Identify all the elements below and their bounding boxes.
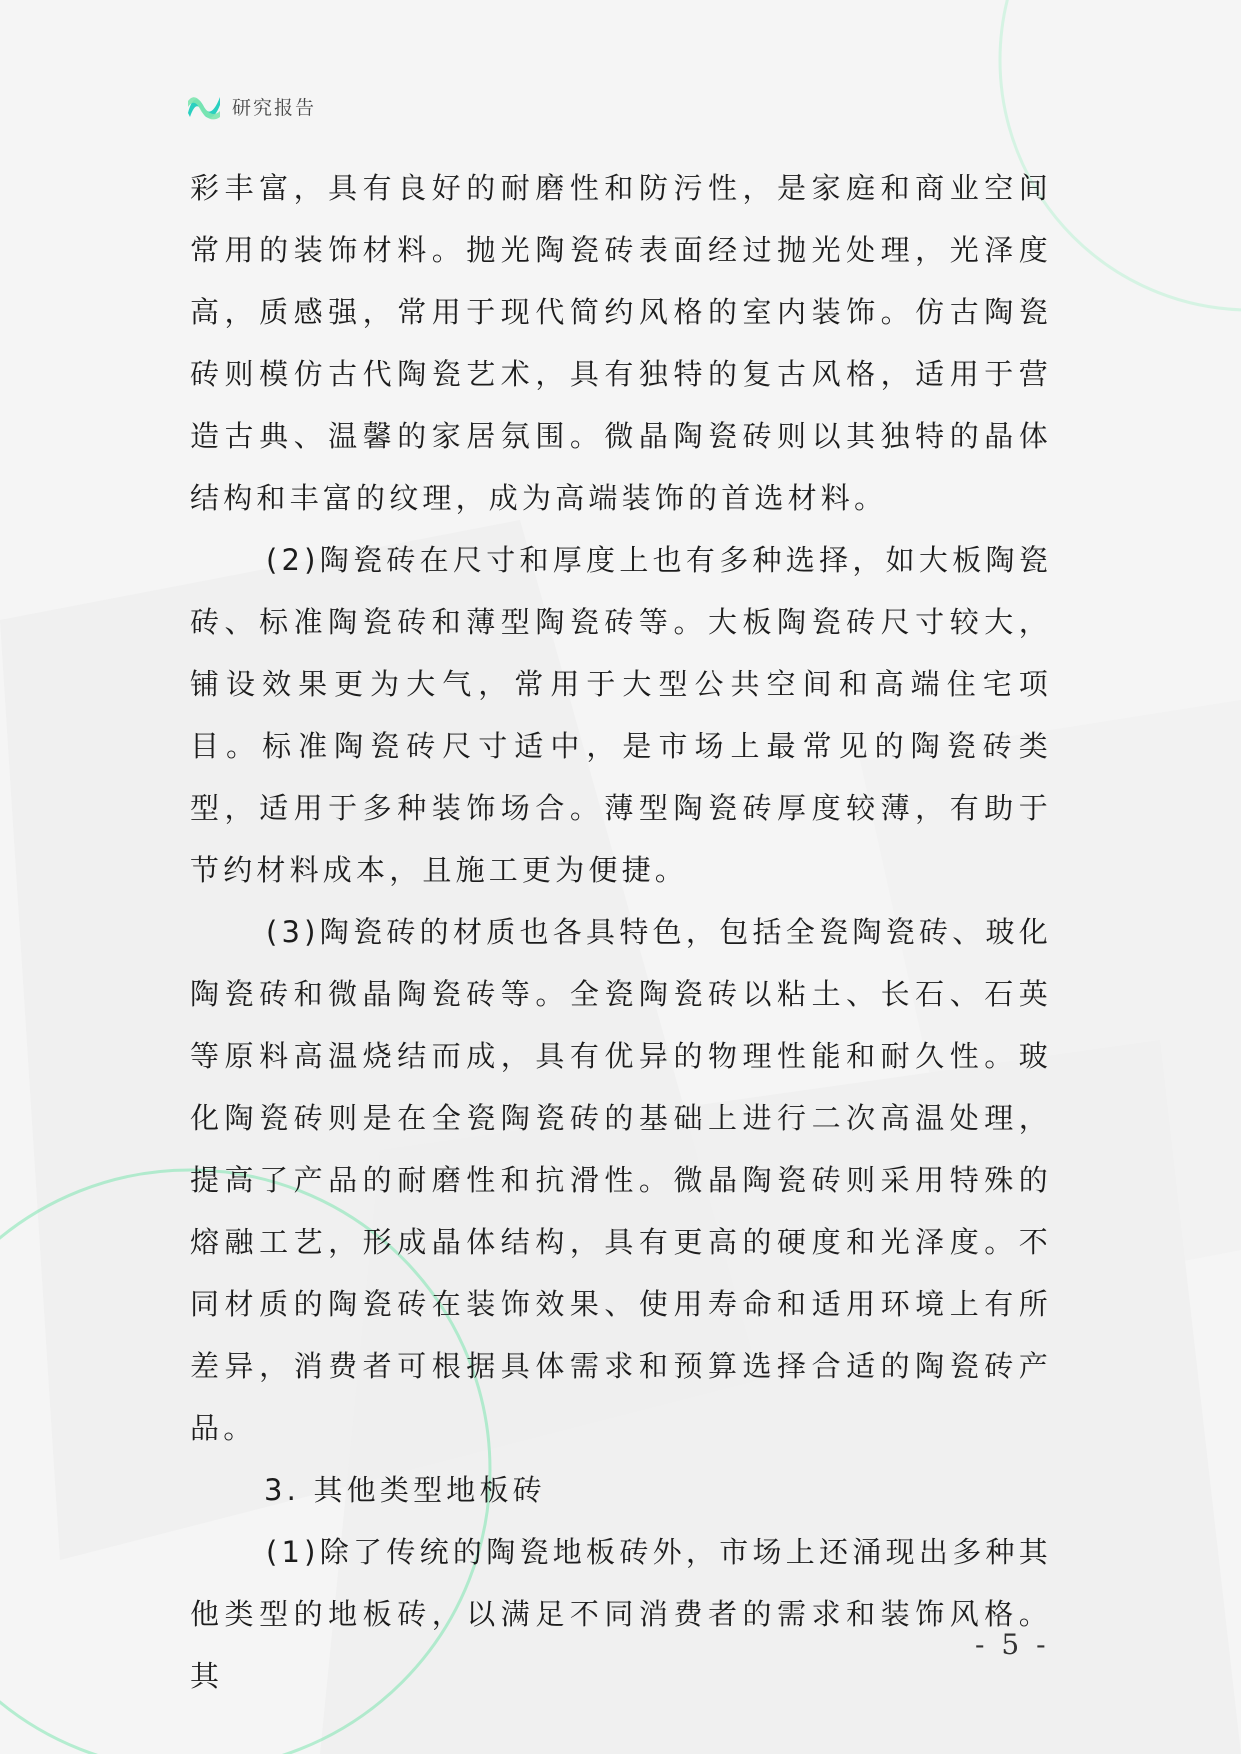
paragraph-3: (3)陶瓷砖的材质也各具特色，包括全瓷陶瓷砖、玻化陶瓷砖和微晶陶瓷砖等。全瓷陶瓷砖以粘土、长石、石英等原料高温烧结而成，具有优异的物理性能和耐久性。玻化陶瓷砖则是在全瓷陶瓷砖的基础上进行二次高温处理，提高了产品的耐磨性和抗滑性。微晶陶瓷砖则采用特殊的熔融工艺，形成晶体结构，具有更高的硬度和光泽度。不同材质的陶瓷砖在装饰效果、使用寿命和适用环境上有所差异，消费者可根据具体需求和预算选择合适的陶瓷砖产品。	[190, 915, 1052, 1445]
header-label: 研究报告	[232, 96, 317, 119]
paragraph-2: (2)陶瓷砖在尺寸和厚度上也有多种选择，如大板陶瓷砖、标准陶瓷砖和薄型陶瓷砖等。大板陶瓷砖尺寸较大，铺设效果更为大气，常用于大型公共空间和高端住宅项目。标准陶瓷砖尺寸适中，是市场上最常见的陶瓷砖类型，适用于多种装饰场合。薄型陶瓷砖厚度较薄，有助于节约材料成本，且施工更为便捷。	[190, 543, 1052, 887]
main-content	[190, 157, 1052, 1707]
section-heading: 3. 其他类型地板砖	[264, 1473, 546, 1507]
paragraph-4: (1)除了传统的陶瓷地板砖外，市场上还涌现出多种其他类型的地板砖，以满足不同消费者的需求和装饰风格。其	[190, 1535, 1052, 1693]
page-number: - 5 -	[975, 1628, 1050, 1661]
document-header	[186, 88, 316, 124]
paragraph-1: 彩丰富，具有良好的耐磨性和防污性，是家庭和商业空间常用的装饰材料。抛光陶瓷砖表面经过抛光处理，光泽度高，质感强，常用于现代简约风格的室内装饰。仿古陶瓷砖则模仿古代陶瓷艺术，具有独特的复古风格，适用于营造古典、温馨的家居氛围。微晶陶瓷砖则以其独特的晶体结构和丰富的纹理，成为高端装饰的首选材料。	[190, 171, 1052, 515]
logo-icon	[186, 91, 222, 121]
